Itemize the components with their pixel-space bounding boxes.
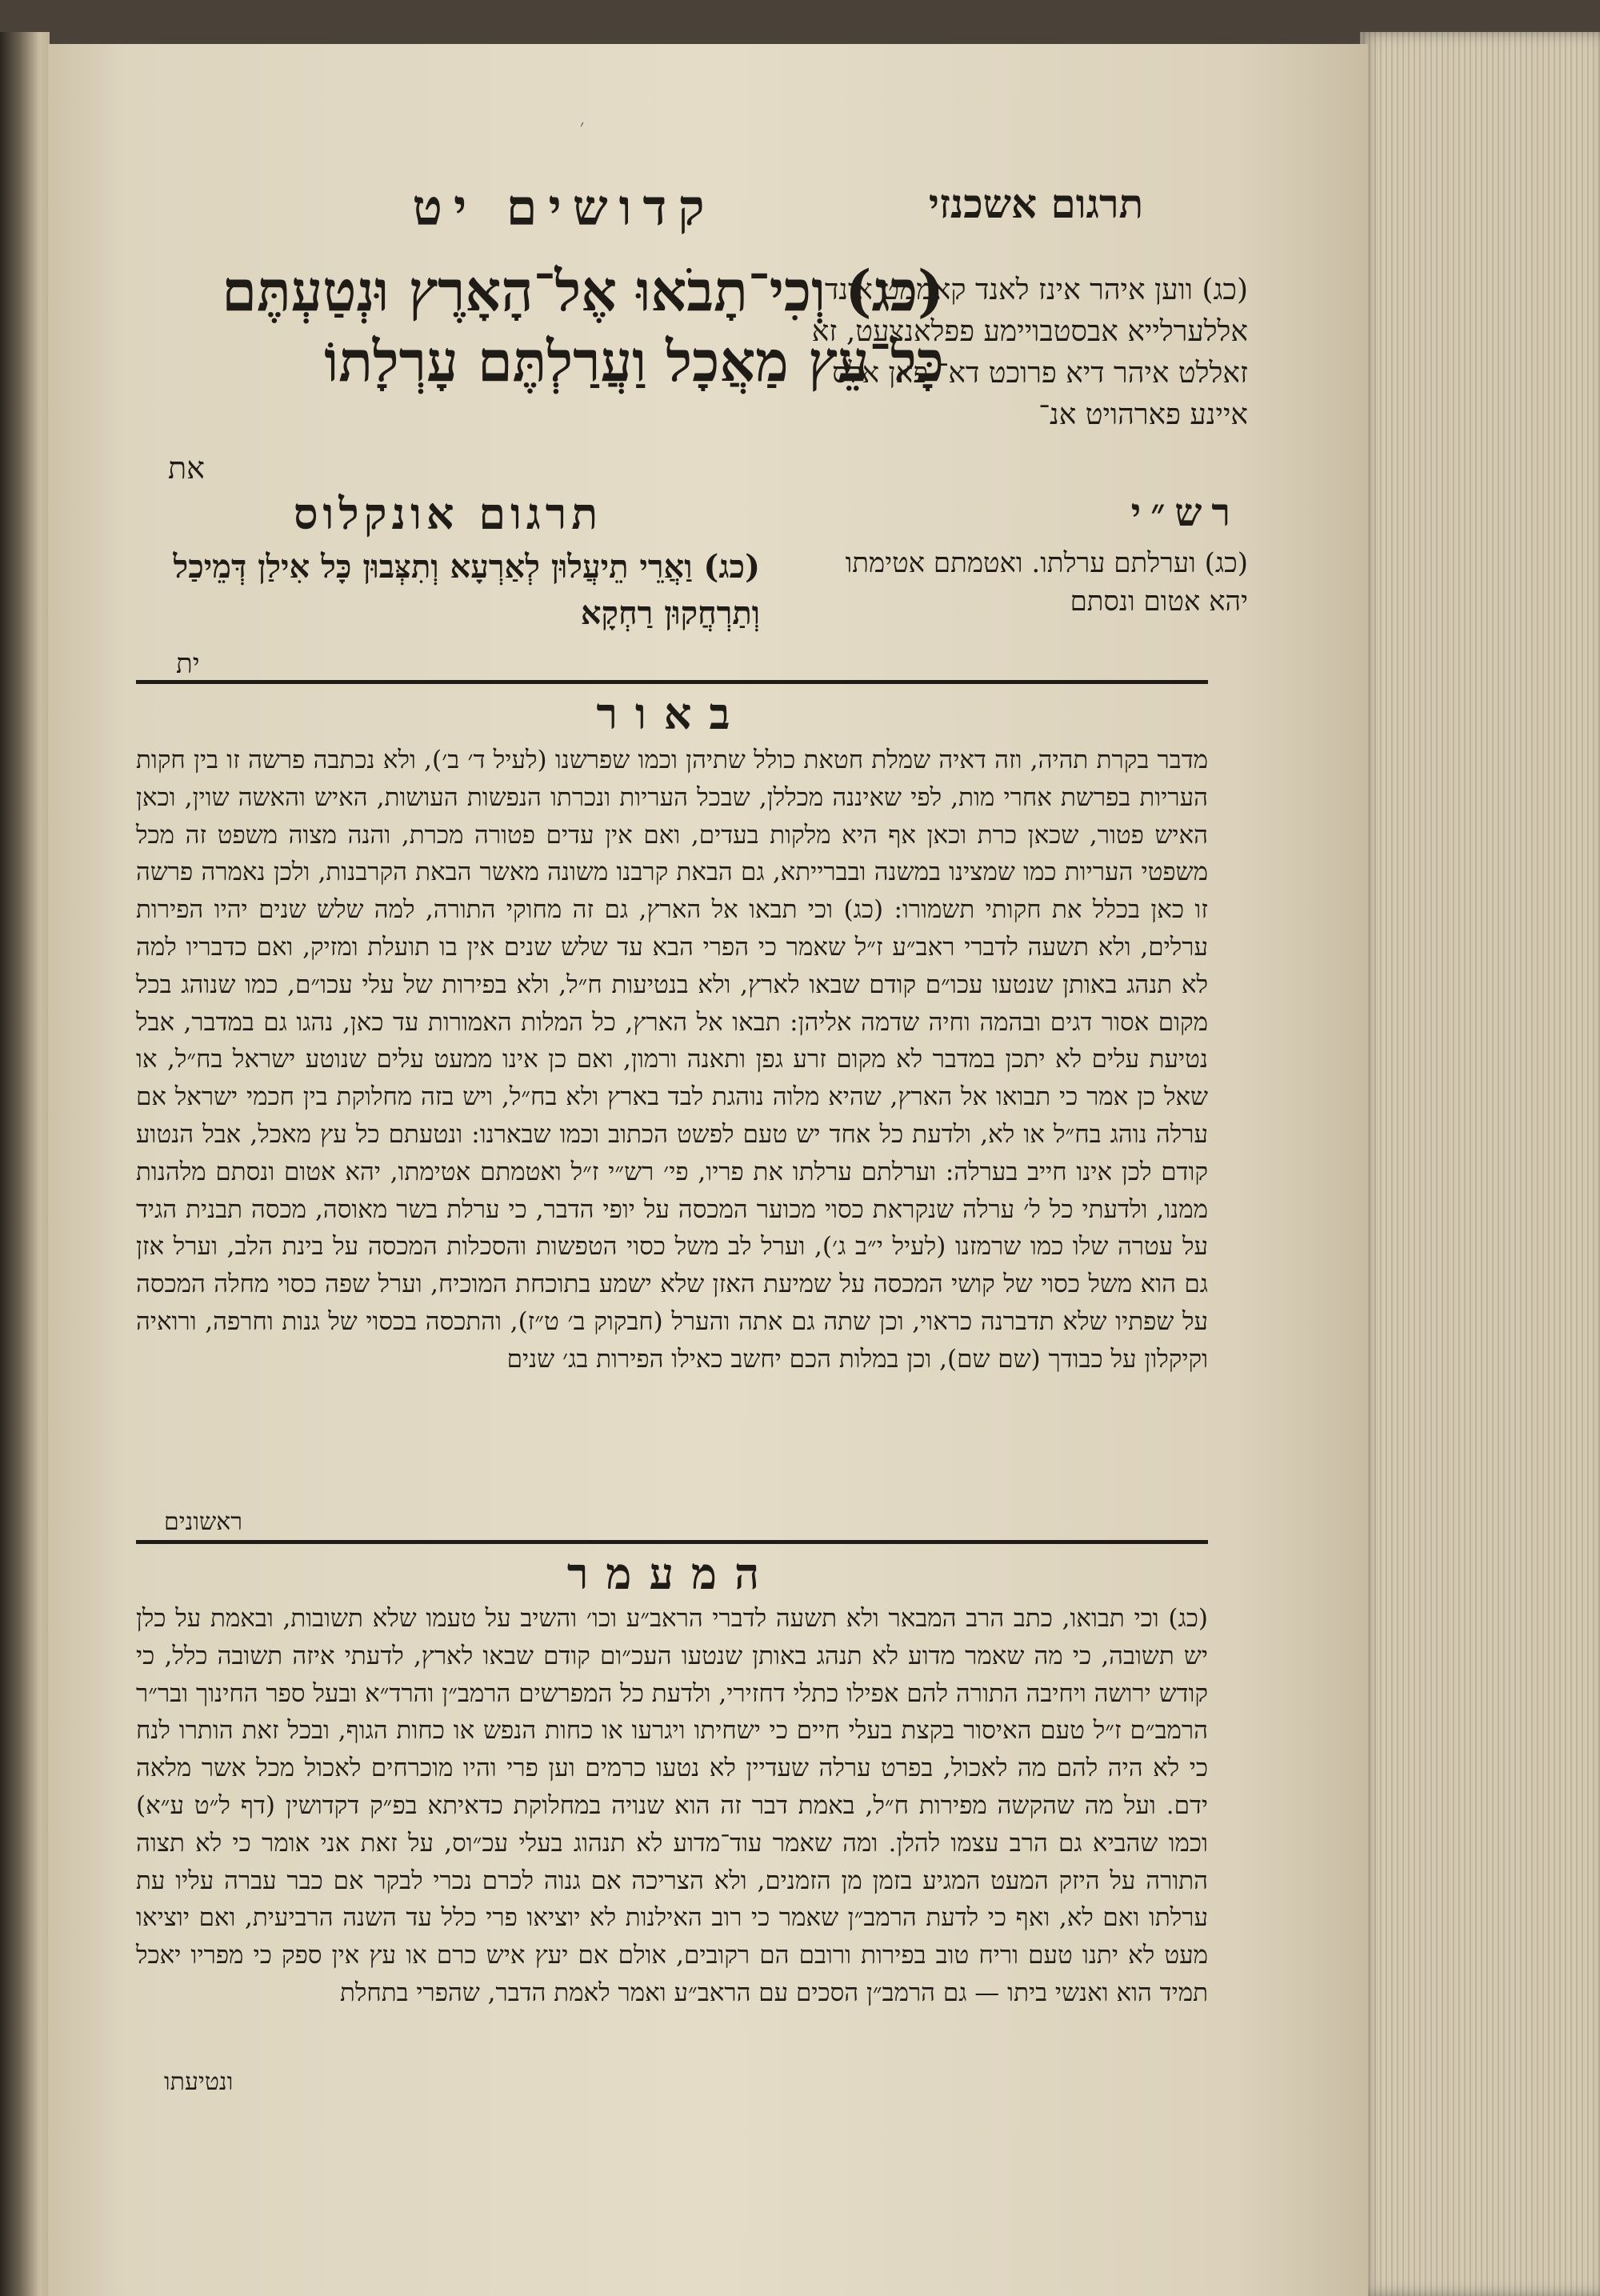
header-targum-ashkenazi: תרגום אשכנזי <box>928 180 1144 227</box>
page-stack-edges <box>1360 32 1600 2296</box>
rashi-header: רש״י <box>1130 490 1240 535</box>
biur-catchword: ראשונים <box>164 1508 242 1536</box>
divider-rule <box>136 1540 1208 1544</box>
measef-title: המעמר <box>566 1548 778 1599</box>
verse-line-2: כָּל־עֵץ מַאֲכָל וַעֲרַלְתֶּם עָרְלָתוֹ <box>324 328 944 394</box>
measef-catchword: ונטיעתו <box>164 2068 234 2096</box>
onkelos-translation: (כג) וַאֲרֵי תֵיעֲלוּן לְאַרְעָא וְתִצְּבוּן כָּל אִילַן דְּמֵיכַל וְתַרְחֲקוּן רַחְקָא <box>173 548 760 632</box>
printer-mark: ׳ <box>580 117 585 137</box>
verse-catchword: את <box>168 450 205 486</box>
ashkenazi-translation: (כג) ווען איהר אינז לאנד קאממט אונד אללערלייא אבסטבויימע פפלאנצעט, זא זאללט איהר דיא פרוכט דא־ פאן אלס איינע פארהויט אנ־ <box>811 274 1248 431</box>
book-page <box>48 44 1368 2296</box>
verse-line-1: (כג) וְכִי־תָבֹאוּ אֶל־הָאָרֶץ וּנְטַעְתֶּם <box>222 258 944 324</box>
header-parasha-chapter: קדושים יט <box>412 178 716 237</box>
onkelos-header: תרגום אונקלוס <box>293 488 603 539</box>
onkelos-catchword: ית <box>176 648 200 680</box>
measef-commentary: (כג) וכי תבואו, כתב הרב המבאר ולא תשעה לדברי הראב״ע וכו׳ והשיב על טעמו שלא תשובות, ובאמת על כלן יש תשובה, כי מה שאמר מדוע לא תנהג באותן שנטעו העכ״ום קודם שבאו לארץ, לדעתי איזה תשובה כלל, כי קודש ירושה ויחיבה התורה להם אפילו כתלי דחזירי, ולדעת כל המפרשים הרמב״ן והרד״א ובעל ספר החינוך ובר״ר הרמב״ם ז״ל טעם האיסור בקצת בעלי חיים כי ישחיתו ויגרעו או כחות הנפש או כחות הגוף, ובכל זאת הותרו לנח כי לא היה להם מה לאכול, בפרט ערלה שעדיין לא נטעו כרמים וען פרי והיו מוכרחים לאכול מכל אשר מלאה ידם. ועל מה שהקשה מפירות ח״ל, באמת דבר זה הוא שנויה במחלוקת כדאיתא בפ״ק דקדושין (דף ל״ט ע״א) וכמו שהביא גם הרב עצמו להלן. ומה שאמר עוד־מדוע לא תנהוג בעלי עכ״וס, על זאת אני אומר כי לא תצוה התורה על היזק המעט המגיע בזמן מן הזמנים, ולא הצריכה אם גנוה לכרם נכרי לבקר אם כבר עברה עליו עת ערלתו ואם לא, ואף כי לדעת הרמב״ן שאמר כי רוב האילנות לא יוציאו פרי כלל עד השנה הרביעית, ואם יוציאו מעט לא יתנו טעם וריח טוב בפירות ורובם הם רקובים, אולם אם יעץ איש כרם או עץ אין ספק כי מפריו יאכל תמיד הוא ואנשי ביתו — גם הרמב״ן הסכים עם הראב״ע ואמר לאמת הדבר, שהפרי בתחלת <box>136 1604 1209 2007</box>
left-page-edge <box>0 32 50 2296</box>
biur-title: באור <box>596 688 748 739</box>
divider-rule <box>136 680 1208 684</box>
biur-commentary: מדבר בקרת תהיה, וזה דאיה שמלת חטאת כולל שתיהן וכמו שפרשנו (לעיל ד׳ ב׳), ולא נכתבה פרשה זו בין חקות העריות בפרשת אחרי מות, לפי שאיננה מכללן, שבכל העריות ונכרתו הנפשות העושות, האיש והאשה שוין, וכאן האיש פטור, שכאן כרת וכאן אף היא מלקות בעדים, ואם אין עדים פטורה מכרת, והנה מצוה משפט זה מכל משפטי העריות כמו שמצינו במשנה ובברייתא, גם הבאת קרבנו משונה מאשר הבאת הקרבנות, ולכן נאמרה פרשה זו כאן בכלל את חקותי תשמורו: (כג) וכי תבאו אל הארץ, גם זה מחוקי התורה, למה שלש שנים יהיו הפירות ערלים, ולא תשעה לדברי ראב״ע ז״ל שאמר כי הפרי הבא עד שלש שנים אין בו תועלת ומזיק, ואם כדבריו למה לא תנהג באותן שנטעו עכו״ם קודם שבאו לארץ, ולא בנטיעות ח״ל, ולא בפירות של עלי עכו״ם, כמו שנוהג בכל מקום אסור דגים ובהמה וחיה שדמה אליהן: תבאו אל הארץ, כל המלות האמורות עד כאן, נהגו גם במדבר, אבל נטיעת עלים לא יתכן במדבר לא מקום זרע גפן ותאנה ורמון, ואם כן אינו ממעט עלים שנוטע ישראל בח״ל, או שאל כן אמר כי תבואו אל הארץ, שהיא מלוה נוהגת לבד בארץ ולא בח״ל, ויש בזה מחלוקת בין חכמי ישראל אם ערלה נוהג בח״ל או לא, ולדעת כל אחד יש טעם לפשט הכתוב וכמו שבארנו: ונטעתם כל עץ מאכל, אבל הנטוע קודם לכן אינו חייב בערלה: וערלתם ערלתו את פריו, פי׳ רש״י ז״ל ואטמתם אטימתו, יהא אטום ונסתם מלהנות ממנו, ולדעתי כל ל׳ ערלה שנקראת כסוי מכוער המכסה על יופי הדבר, כי ערלת בשר מאוסה, מכסה תבנית הגיד על עטרה שלו כמו שרמזנו (לעיל י״ב ג׳), וערל לב משל כסוי הטפשות והסכלות המכסה על בינת הלב, וערל אזן גם הוא משל כסוי של קושי המכסה על שמיעת האזן שלא ישמע בתוכחת המוכיח, וערל שפה כסוי מחלה המכסה על שפתיו שלא תדברנה כראוי, וכן שתה גם אתה והערל (חבקוק ב׳ ט״ז), והתכסה בכסוי של גנות וחרפה, ורואיה וקיקלון על כבודך (שם שם), וכן במלות הכם יחשב כאילו הפירות בג׳ שנים <box>136 746 1208 1374</box>
rashi-commentary: (כג) וערלתם ערלתו. ואטמתם אטימתו יהא אטום ונסתם <box>845 547 1248 618</box>
